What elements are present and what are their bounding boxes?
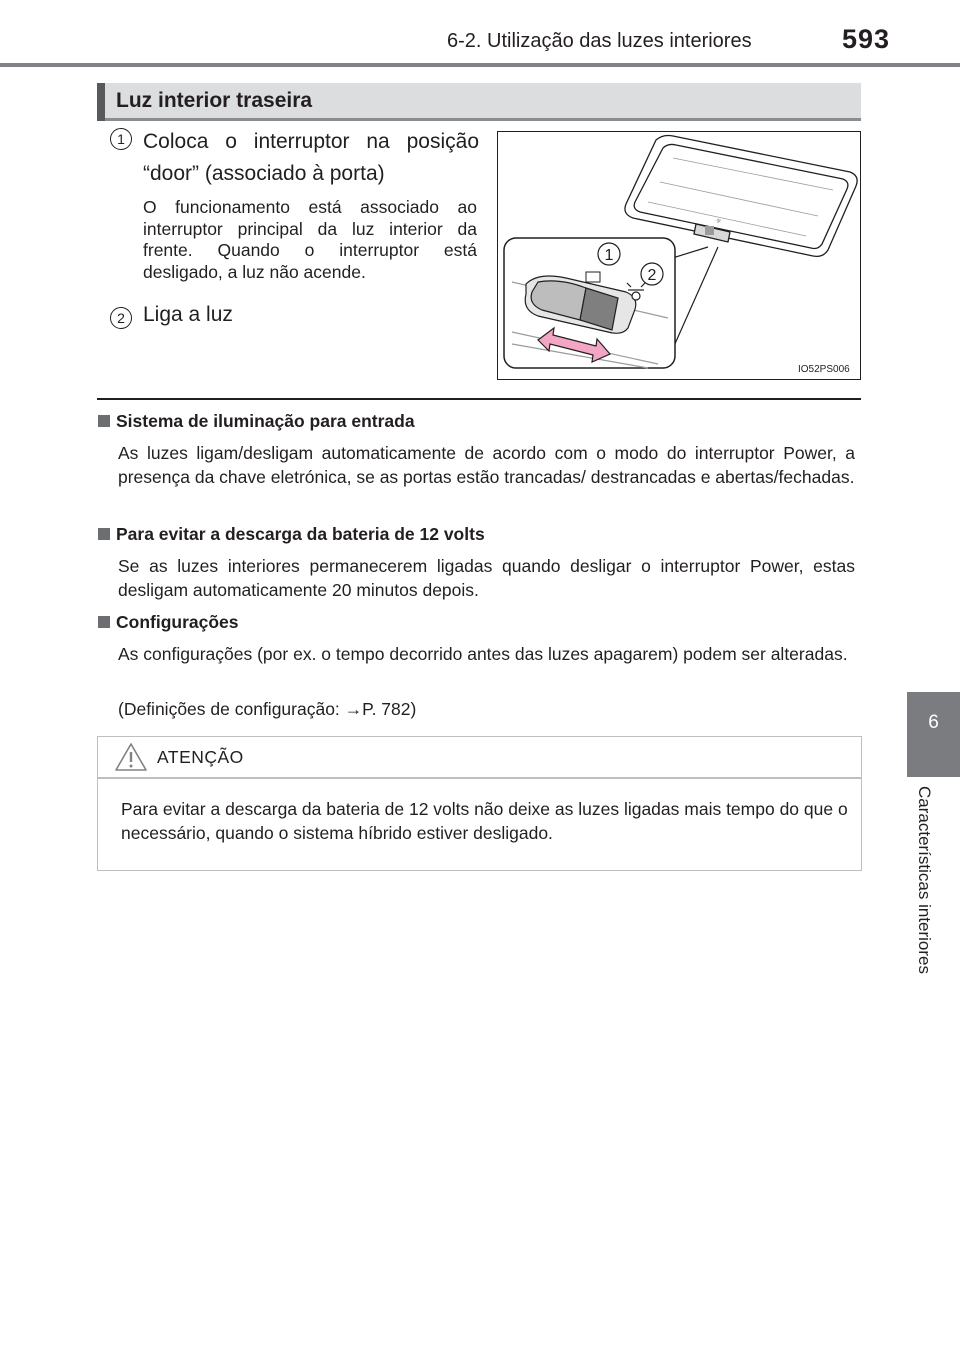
step-1-text: Coloca o interruptor na posição “door” (associado à porta) xyxy=(143,130,479,185)
svg-text:☼: ☼ xyxy=(716,218,722,225)
chapter-number: 6 xyxy=(928,712,939,733)
warning-text: Para evitar a descarga da bateria de 12 volts não deixe as luzes ligadas mais tempo do que o necessário, quando o sistema híbrido estiver desligado. xyxy=(121,799,848,843)
warning-title: ATENÇÃO xyxy=(157,747,244,767)
section-heading-marker xyxy=(97,83,105,121)
callout-2: 2 xyxy=(647,267,657,284)
page-number: 593 xyxy=(842,24,891,54)
running-header-title: 6-2. Utilização das luzes interiores xyxy=(447,30,752,52)
warning-separator xyxy=(98,777,861,779)
bullet-square-icon xyxy=(98,415,110,427)
callout-1: 1 xyxy=(604,247,614,264)
rear-interior-light-illustration xyxy=(497,131,861,380)
section-title: Luz interior traseira xyxy=(116,89,313,112)
note-body-battery: Se as luzes interiores permanecerem ligadas quando desligar o interruptor Power, estas desligam automaticamente 20 minutos depois. xyxy=(118,556,855,600)
note-heading-text: Sistema de iluminação para entrada xyxy=(116,411,415,431)
bullet-square-icon xyxy=(98,528,110,540)
step-1-description: O funcionamento está associado ao interruptor principal da luz interior da frente. Quando o interruptor está desligado, a luz não acende. xyxy=(143,197,477,282)
step-2-text: Liga a luz xyxy=(143,303,233,326)
warning-triangle-icon xyxy=(114,741,148,773)
chapter-label xyxy=(914,786,954,1016)
chapter-label-text: Características interiores xyxy=(915,786,934,975)
chapter-tab xyxy=(907,692,960,777)
bullet-square-icon xyxy=(98,616,110,628)
header-rule xyxy=(0,63,960,67)
figure-code: IO52PS006 xyxy=(798,364,850,375)
step-number-1: 1 xyxy=(110,128,132,150)
note-heading-entry-lighting xyxy=(98,411,415,432)
section-rule xyxy=(97,398,861,400)
settings-page-reference: (Definições de configuração: →P. 782) xyxy=(118,699,417,719)
note-heading-battery xyxy=(98,524,485,545)
illustration-svg xyxy=(498,132,859,378)
note-heading-text: Configurações xyxy=(116,612,239,632)
note-heading-settings xyxy=(98,612,239,633)
note-heading-text: Para evitar a descarga da bateria de 12 volts xyxy=(116,524,485,544)
note-body-entry-lighting: As luzes ligam/desligam automaticamente de acordo com o modo do interruptor Power, a presença da chave eletrónica, se as portas estão trancadas/ destrancadas e abertas/fechadas. xyxy=(118,443,855,487)
step-number-2: 2 xyxy=(110,307,132,329)
note-body-settings: As configurações (por ex. o tempo decorrido antes das luzes apagarem) podem ser alteradas. xyxy=(118,644,848,664)
